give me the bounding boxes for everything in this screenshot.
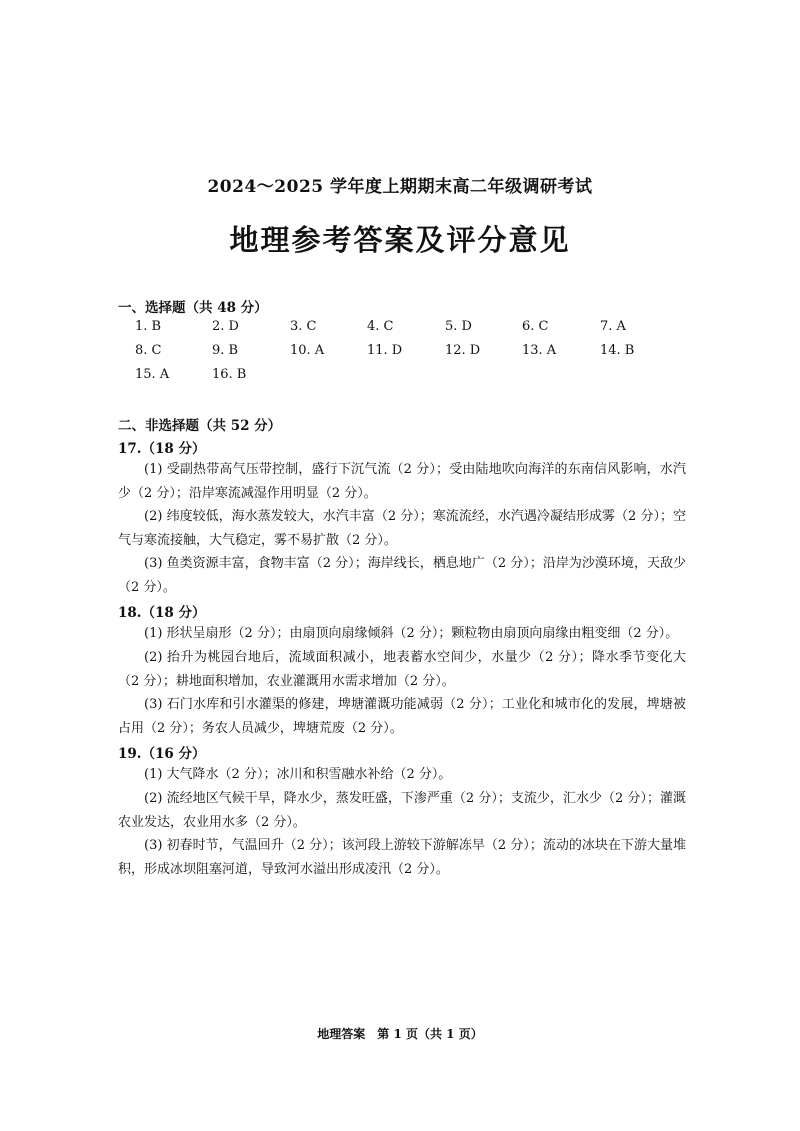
page-footer: 地理答案 第 1 页（共 1 页） [317, 1027, 483, 1041]
answer-row [135, 319, 695, 343]
answer-item: 9. B [212, 343, 239, 358]
section-multiple-choice-title: 一、选择题（共 48 分） [118, 300, 268, 316]
question-18-part-1: (1) 形状呈扇形（2 分）；由扇顶向扇缘倾斜（2 分）；颗粒物由扇顶向扇缘由粗变细（2 分）。 [144, 626, 679, 641]
answer-row [135, 367, 695, 391]
answer-item: 12. D [445, 343, 481, 358]
answer-item: 16. B [212, 367, 247, 382]
answer-item: 4. C [367, 319, 394, 334]
section-free-response-title: 二、非选择题（共 52 分） [118, 418, 282, 434]
multiple-choice-answers [135, 319, 695, 391]
question-17-part-3: (3) 鱼类资源丰富，食物丰富（2 分）；海岸线长，栖息地广（2 分）；沿岸为沙漠环境，天敌少（2 分）。 [118, 556, 686, 595]
answer-item: 5. D [445, 319, 472, 334]
question-19-part-2: (2) 流经地区气候干旱，降水少，蒸发旺盛，下渗严重（2 分）；支流少，汇水少（2 分）；灌溉农业发达，农业用水多（2 分）。 [118, 791, 686, 830]
answer-item: 14. B [600, 343, 635, 358]
exam-title: 2024～2025 学年度上期期末高二年级调研考试 [207, 177, 593, 197]
question-19-part-3: (3) 初春时节，气温回升（2 分）；该河段上游较下游解冻早（2 分）；流动的冰块在下游大量堆积，形成冰坝阻塞河道，导致河水溢出形成凌汛（2 分）。 [118, 838, 686, 877]
question-17-part-1: (1) 受副热带高气压带控制，盛行下沉气流（2 分）；受由陆地吹向海洋的东南信风影响，水汽少（2 分）；沿岸寒流减湿作用明显（2 分）。 [118, 462, 686, 501]
document-title: 地理参考答案及评分意见 [229, 223, 571, 257]
answer-item: 15. A [135, 367, 170, 382]
question-19-part-1: (1) 大气降水（2 分）；冰川和积雪融水补给（2 分）。 [144, 767, 452, 782]
answer-item: 7. A [600, 319, 626, 334]
answer-item: 13. A [522, 343, 557, 358]
question-18-label: 18.（18 分） [118, 605, 206, 621]
question-17-label: 17.（18 分） [118, 441, 206, 457]
answer-item: 11. D [367, 343, 403, 358]
question-17-part-2: (2) 纬度较低，海水蒸发较大，水汽丰富（2 分）；寒流流经，水汽遇冷凝结形成雾（2 分）；空气与寒流接触，大气稳定，雾不易扩散（2 分）。 [118, 509, 686, 548]
question-18-part-2: (2) 抬升为桃园台地后，流域面积减小，地表蓄水空间少，水量少（2 分）；降水季节变化大（2 分）；耕地面积增加，农业灌溉用水需求增加（2 分）。 [118, 650, 686, 689]
question-19-label: 19.（16 分） [118, 746, 206, 762]
answer-item: 6. C [522, 319, 549, 334]
question-18-part-3: (3) 石门水库和引水灌渠的修建，埤塘灌溉功能减弱（2 分）；工业化和城市化的发展，埤塘被占用（2 分）；务农人员减少，埤塘荒废（2 分）。 [118, 697, 686, 736]
answer-row [135, 343, 695, 367]
answer-item: 10. A [290, 343, 325, 358]
answer-item: 1. B [135, 319, 162, 334]
answer-item: 3. C [290, 319, 317, 334]
answer-item: 2. D [212, 319, 239, 334]
answer-item: 8. C [135, 343, 162, 358]
